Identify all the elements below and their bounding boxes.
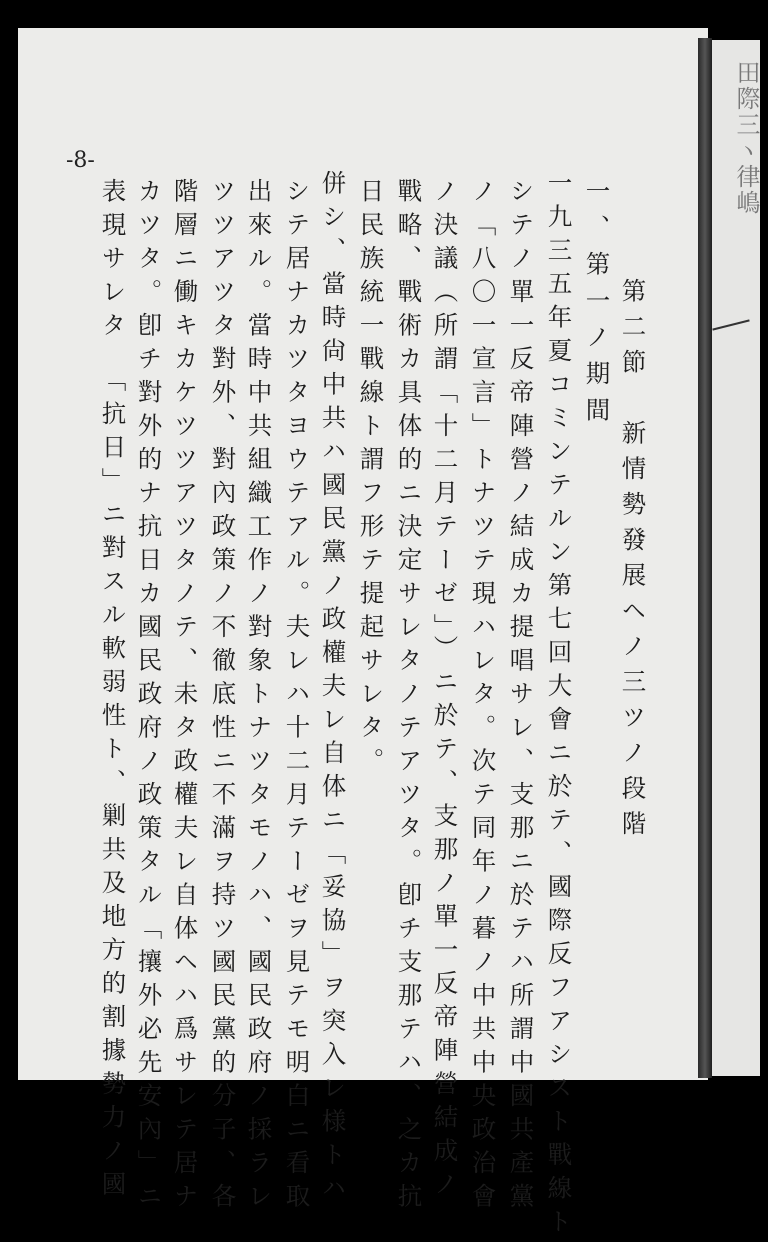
adjacent-page-mark — [712, 319, 749, 330]
text-column: 日民族統一戰線ト謂フ形テ提起サレタ。 — [356, 178, 386, 781]
text-column: 表現サレタ 「抗日」ニ對スル軟弱性ト、剿共及地方的割據勢力ノ國 — [98, 178, 128, 1205]
text-column: 階層ニ働キカケツツアツタノテ、未タ政權夫レ自体ヘハ爲サレテ居ナ — [170, 178, 200, 1217]
text-column: ノ決議（所謂「十二月テーゼ」）ニ於テ、支那ノ單一反帝陣營結成ノ — [430, 178, 460, 1205]
text-column: 併シ、當時尙中共ハ國民黨ノ政權夫レ自体ニ「妥協」ヲ突入レ様トハ — [318, 170, 348, 1209]
text-column: カツタ。卽チ對外的ナ抗日カ國民政府ノ政策タル「攘外必先安內」ニ — [134, 178, 164, 1217]
text-column: シテ居ナカツタヨウテアル。夫レハ十二月テーゼヲ見テモ明白ニ看取 — [282, 178, 312, 1217]
text-column: 出來ル。當時中共組織工作ノ對象トナツタモノハ、國民政府ノ採ラレ — [244, 178, 274, 1217]
page-number: -8- — [66, 148, 95, 173]
book-spine — [698, 38, 712, 1078]
subheading: 一、第一ノ期間 — [582, 178, 612, 434]
section-title: 第二節 新情勢發展ヘノ三ツノ段階 — [618, 278, 648, 846]
text-column: ノ「八〇一宣言」トナツテ現ハレタ。次テ同年ノ暮ノ中共中央政治會 — [468, 178, 498, 1217]
adjacent-page-text: 田際三ヽ律嶋 — [732, 60, 760, 216]
text-column: 戰略、戰術カ具体的ニ決定サレタノテアツタ。卽チ支那テハ、之カ抗 — [394, 178, 424, 1217]
adjacent-page — [712, 40, 760, 1076]
text-column: 一九三五年夏コミンテルン第七回大會ニ於テ、國際反フアシスト戰線ト — [544, 170, 574, 1242]
text-column: ツツアツタ對外、對內政策ノ不徹底性ニ不滿ヲ持ツ國民黨的分子、各 — [208, 178, 238, 1217]
text-column: シテノ單一反帝陣營ノ結成カ提唱サレ、支那ニ於テハ所謂中國共產黨 — [506, 178, 536, 1217]
